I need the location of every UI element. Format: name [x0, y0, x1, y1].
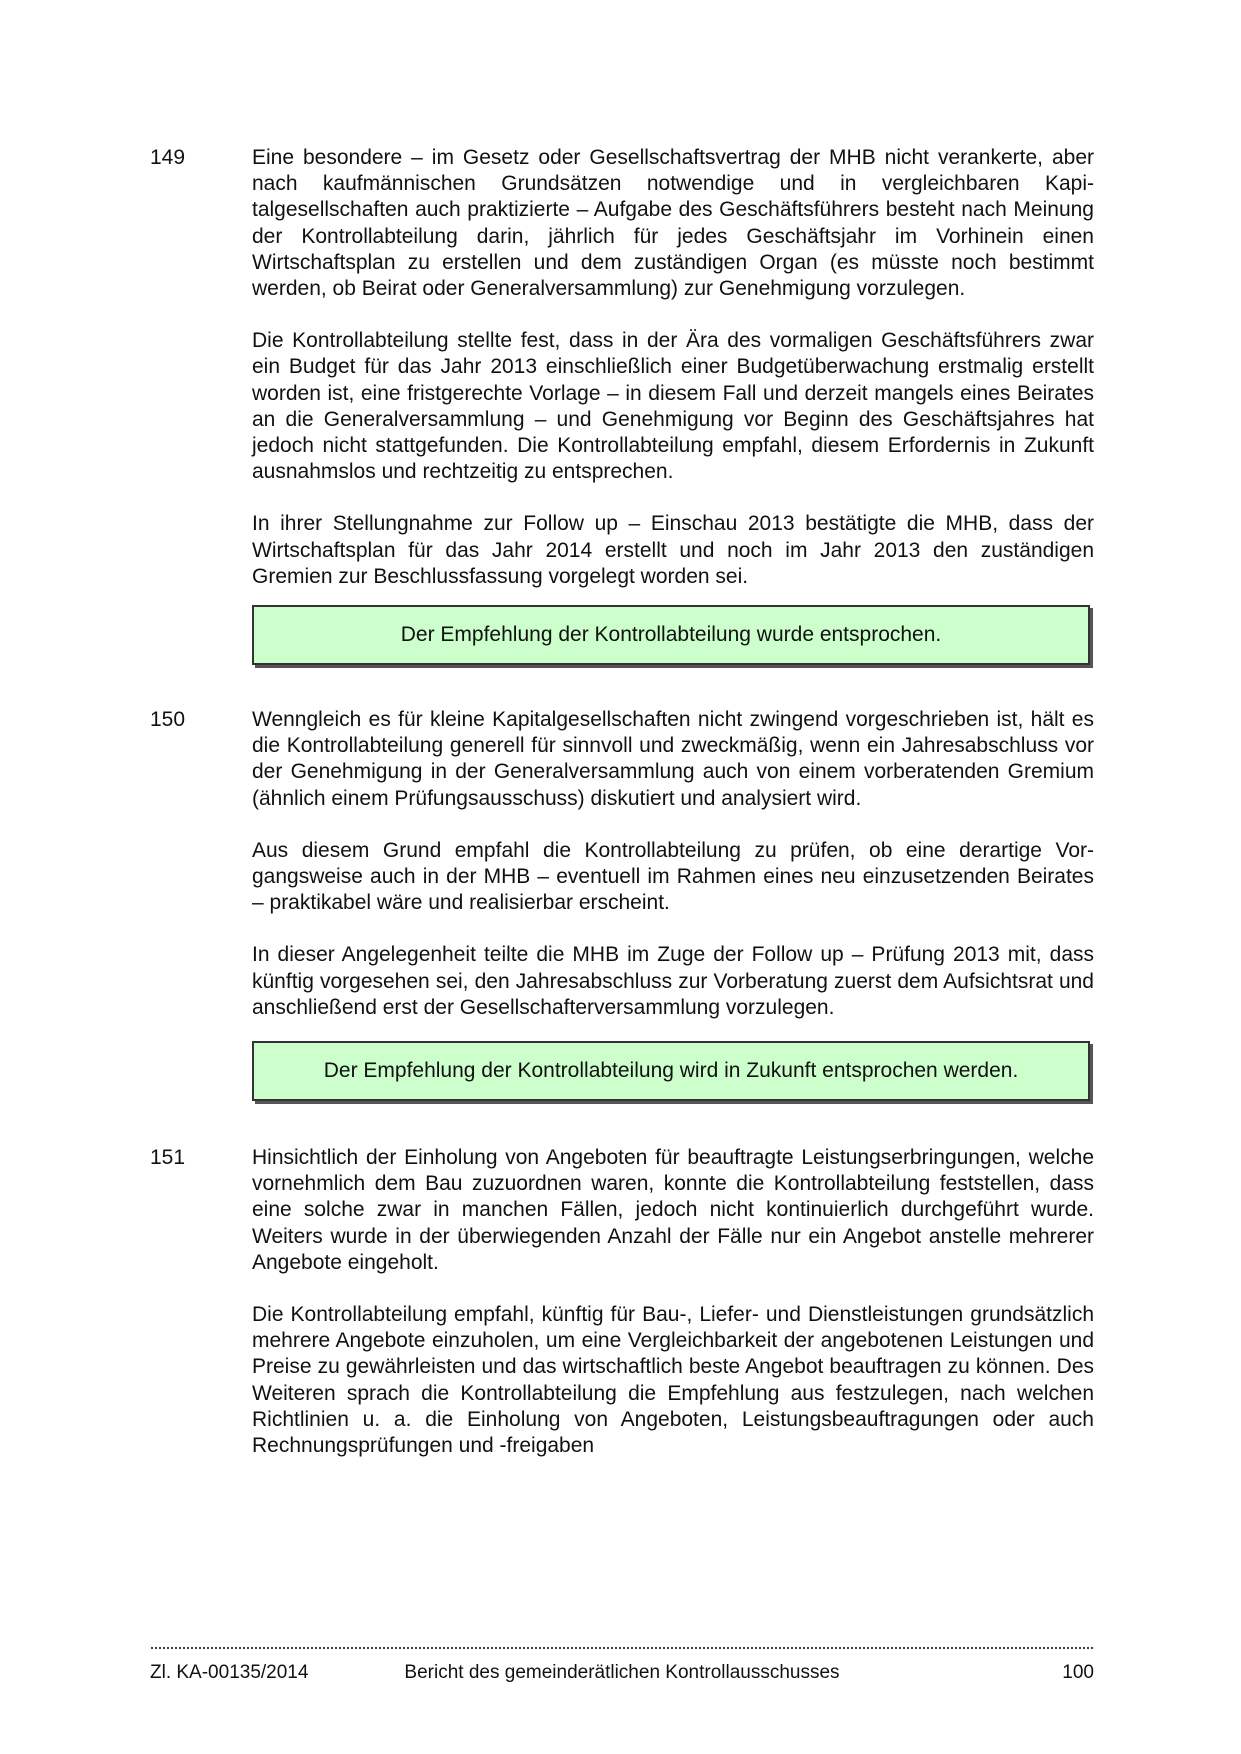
paragraph: Wenngleich es für kleine Kapitalgesellschaften nicht zwingend vorgeschrieben ist, hält es die Kontrollabteilung generell für sinnvoll und zweckmäßig, wenn ein Jahresabschluss vor der Genehmigung in der Generalversammlung auch von einem vorberatenden Gremium (ähnlich einem Prüfungsausschuss) diskutiert und analysiert wird. [252, 708, 1094, 810]
paragraph: Hinsichtlich der Einholung von Angeboten für beauftragte Leistungserbringungen, welche vornehmlich dem Bau zuzuordnen waren, konnte die Kontrollabteilung feststellen, dass eine solche zwar in manchen Fällen, jedoch nicht kontinuierlich durchgeführt wurde. Weiters wurde in der überwiegenden Anzahl der Fälle nur ein Angebot anstelle mehrerer Angebote eingeholt. [252, 1146, 1094, 1274]
section-number: 149 [150, 146, 186, 169]
paragraph: Aus diesem Grund empfahl die Kontrollabteilung zu prüfen, ob eine derartige Vorgangsweise auch in der MHB – eventuell im Rahmen eines neu einzusetzenden Beirates – praktikabel wäre und realisierbar erscheint. [252, 838, 1094, 915]
paragraph: In ihrer Stellungnahme zur Follow up – Einschau 2013 bestätigte die MHB, dass der Wirtschaftsplan für das Jahr 2014 erstellt und noch im Jahr 2013 den zuständigen Gremien zur Beschlussfassung vorgelegt worden sei. [252, 512, 1094, 588]
paragraph: Eine besondere – im Gesetz oder Gesellschaftsvertrag der MHB nicht verankerte, aber nach kaufmännischen Grundsätzen notwendige und in vergleichbaren Kapitalgesellschaften auch praktizierte – Aufgabe des Geschäftsführers besteht nach Meinung der Kontrollabteilung darin, jährlich für jedes Geschäftsjahr im Vorhinein einen Wirtschaftsplan zu erstellen und dem zuständigen Organ (es müsste noch bestimmt werden, ob Beirat oder Generalversammlung) zur Genehmigung vorzulegen. [252, 146, 1094, 301]
footer-divider [150, 1646, 1094, 1652]
paragraph: In dieser Angelegenheit teilte die MHB im Zuge der Follow up – Prüfung 2013 mit, dass künftig vorgesehen sei, den Jahresabschluss zur Vorberatung zuerst dem Aufsichtsrat und anschließend erst der Gesellschafterversammlung vorzulegen. [252, 943, 1094, 1019]
footer-reference-number: Zl. KA-00135/2014 [150, 1662, 309, 1683]
footer-page-number: 100 [1062, 1662, 1094, 1683]
paragraph: Die Kontrollabteilung empfahl, künftig für Bau-, Liefer- und Dienstleistungen grundsätzlich mehrere Angebote einzuholen, um eine Vergleichbarkeit der angebotenen Leistungen und Preise zu gewährleisten und das wirtschaftlich beste Angebot beauftragen zu können. Des Weiteren sprach die Kontrollabteilung die Empfehlung aus festzulegen, nach welchen Richtlinien u. a. die Einholung von Angeboten, Leistungsbeauftragungen oder auch Rechnungsprüfungen und -freigaben [252, 1303, 1094, 1458]
section-number: 151 [150, 1146, 186, 1169]
footer-report-title: Bericht des gemeinderätlichen Kontrollausschusses [404, 1662, 840, 1683]
paragraph: Die Kontrollabteilung stellte fest, dass in der Ära des vormaligen Geschäftsführers zwar ein Budget für das Jahr 2013 einschließlich einer Budgetüberwachung erstmalig erstellt worden ist, eine fristgerechte Vorlage – in diesem Fall und derzeit mangels eines Beirates an die Generalversammlung – und Genehmigung vor Beginn des Geschäftsjahres hat jedoch nicht stattgefunden. Die Kontrollabteilung empfahl, diesem Erfordernis in Zukunft ausnahmslos und rechtzeitig zu entsprechen. [252, 329, 1094, 484]
section-body [252, 145, 1094, 616]
recommendation-status-box: Der Empfehlung der Kontrollabteilung wird in Zukunft entsprochen werden. [252, 1041, 1090, 1101]
section-body [252, 1145, 1094, 1485]
recommendation-status-box: Der Empfehlung der Kontrollabteilung wurde entsprochen. [252, 605, 1090, 665]
section-body [252, 707, 1094, 1047]
section-number: 150 [150, 708, 186, 731]
